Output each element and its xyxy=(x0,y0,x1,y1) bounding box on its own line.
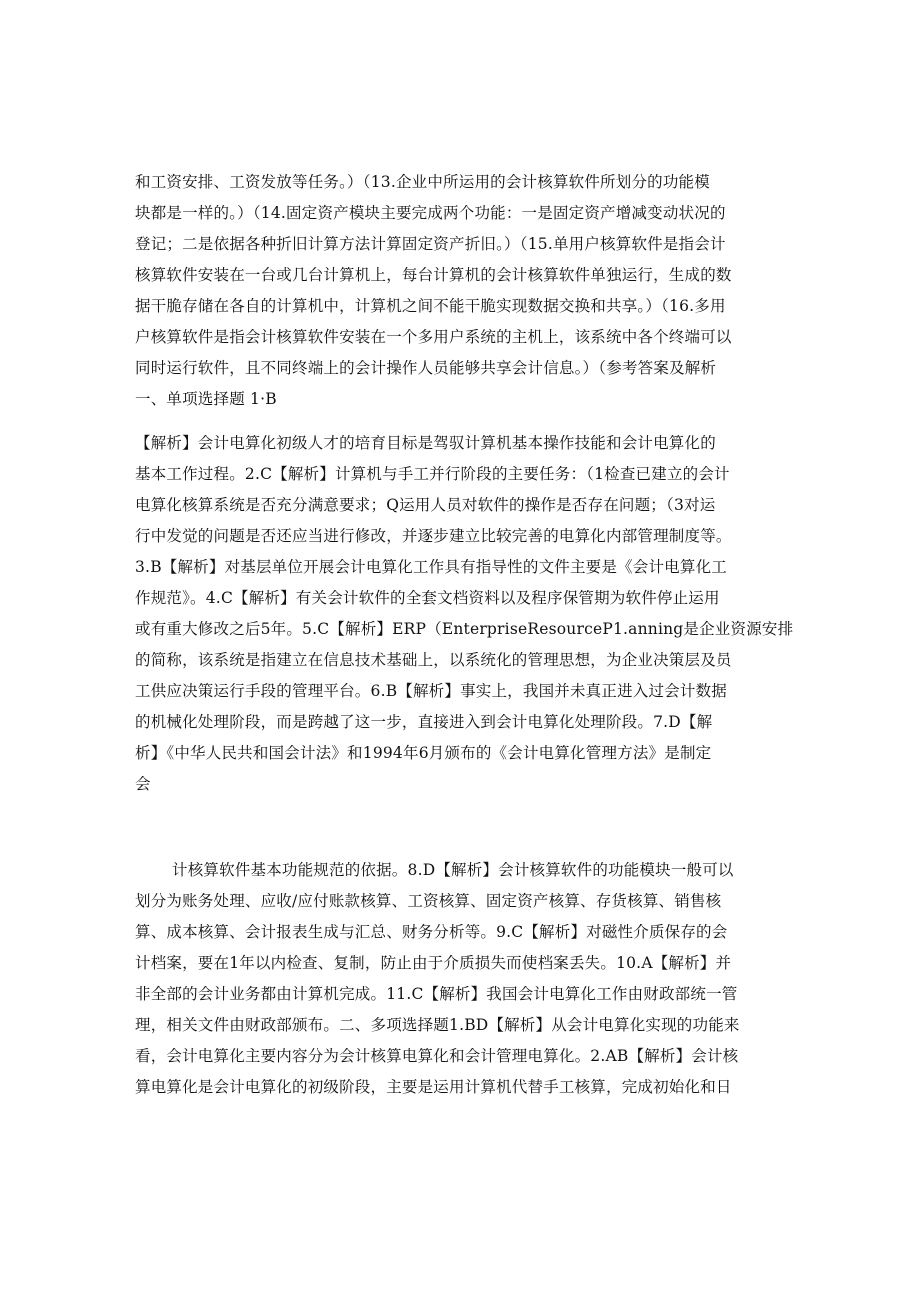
text-line: 的机械化处理阶段，而是跨越了这一步，直接进入到会计电算化处理阶段。7.D【解 xyxy=(135,713,713,731)
text-line: 或有重大修改之后5年。5.C【解析】ERP（EnterpriseResourceP1.anning是企业资源安排 xyxy=(135,620,794,638)
text-line: 据干脆存储在各自的计算机中，计算机之间不能干脆实现数据交换和共享。）（16.多用 xyxy=(135,297,726,315)
text-line: 会 xyxy=(135,775,151,793)
text-line: 工供应决策运行手段的管理平台。6.B【解析】事实上，我国并未真正进入过会计数据 xyxy=(135,682,727,700)
text-line: 算电算化是会计电算化的初级阶段，主要是运用计算机代替手工核算，完成初始化和日 xyxy=(135,1078,732,1096)
text-line: 计核算软件基本功能规范的依据。8.D【解析】会计核算软件的功能模块一般可以 xyxy=(172,861,734,879)
text-line: 非全部的会计业务都由计算机完成。11.C【解析】我国会计电算化工作由财政部统一管 xyxy=(135,985,738,1003)
text-line: 块都是一样的。）（14.固定资产模块主要完成两个功能：一是固定资产增减变动状况的 xyxy=(135,204,726,222)
text-line: 划分为账务处理、应收/应付账款核算、工资核算、固定资产核算、存货核算、销售核 xyxy=(135,892,722,910)
text-line: 一、单项选择题 1·B xyxy=(135,390,277,408)
text-line: 作规范》。4.C【解析】有关会计软件的全套文档资料以及程序保管期为软件停止运用 xyxy=(135,589,720,607)
text-line: 看，会计电算化主要内容分为会计核算电算化和会计管理电算化。2.AB【解析】会计核 xyxy=(135,1047,739,1065)
text-line: 算、成本核算、会计报表生成与汇总、财务分析等。9.C【解析】对磁性介质保存的会 xyxy=(135,923,728,941)
text-line: 理，相关文件由财政部颁布。二、多项选择题1.BD【解析】从会计电算化实现的功能来 xyxy=(135,1016,740,1034)
text-line: 户核算软件是指会计核算软件安装在一个多用户系统的主机上，该系统中各个终端可以 xyxy=(135,328,732,346)
text-line: 核算软件安装在一台或几台计算机上，每台计算机的会计核算软件单独运行，生成的数 xyxy=(135,266,732,284)
text-line: 同时运行软件，且不同终端上的会计操作人员能够共享会计信息。）（参考答案及解析 xyxy=(135,359,717,377)
text-line: 基本工作过程。2.C【解析】计算机与手工并行阶段的主要任务：（1检查已建立的会计 xyxy=(135,465,730,483)
text-line: 登记；二是依据各种折旧计算方法计算固定资产折旧。）（15.单用户核算软件是指会计 xyxy=(135,235,726,253)
text-line: 和工资安排、工资发放等任务。）（13.企业中所运用的会计核算软件所划分的功能模 xyxy=(135,173,710,191)
text-line: 的简称，该系统是指建立在信息技术基础上，以系统化的管理思想，为企业决策层及员 xyxy=(135,651,732,669)
text-line: 电算化核算系统是否充分满意要求；Q运用人员对软件的操作是否存在问题；（3对运 xyxy=(135,496,716,514)
text-line: 3.B【解析】对基层单位开展会计电算化工作具有指导性的文件主要是《会计电算化工 xyxy=(135,558,727,576)
text-line: 行中发觉的问题是否还应当进行修改，并逐步建立比较完善的电算化内部管理制度等。 xyxy=(135,527,732,545)
text-line: 计档案，要在1年以内检查、复制，防止由于介质损失而使档案丢失。10.A【解析】并 xyxy=(135,954,732,972)
text-line: 析】《中华人民共和国会计法》和1994年6月颁布的《会计电算化管理方法》是制定 xyxy=(135,744,712,762)
text-line: 【解析】会计电算化初级人才的培育目标是驾驭计算机基本操作技能和会计电算化的 xyxy=(135,434,716,452)
